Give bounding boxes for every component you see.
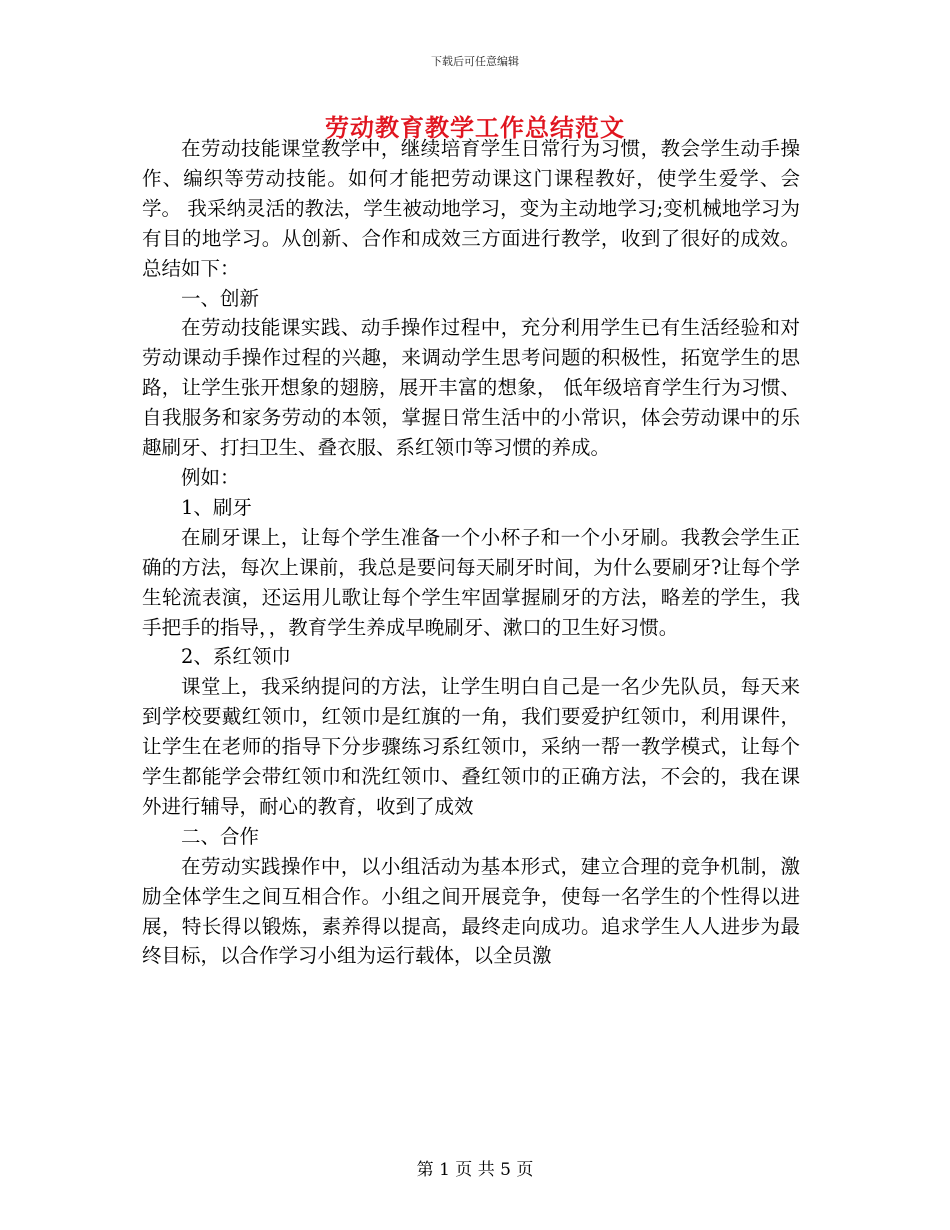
document-body	[142, 134, 800, 971]
page-header-note: 下载后可任意编辑	[431, 55, 519, 68]
subheading-brushing: 1、刷牙	[181, 495, 252, 519]
paragraph-brushing: 在刷牙课上，让每个学生准备一个小杯子和一个小牙刷。我教会学生正确的方法，每次上课前，我总是要问每天刷牙时间，为什么要刷牙?让每个学生轮流表演，还运用儿歌让每个学生牢固掌握刷牙的方法，略差的学生，我手把手的指导，，教育学生养成早晚刷牙、漱口的卫生好习惯。	[142, 525, 800, 639]
paragraph-example-label: 例如：	[181, 465, 240, 489]
section-heading-innovation: 一、创新	[181, 286, 260, 310]
paragraph-red-scarf: 课堂上，我采纳提问的方法，让学生明白自己是一名少先队员，每天来到学校要戴红领巾，红领巾是红旗的一角，我们要爱护红领巾，利用课件，让学生在老师的指导下分步骤练习系红领巾，采纳一帮一教学模式，让每个学生都能学会带红领巾和洗红领巾、叠红领巾的正确方法，不会的，我在课外进行辅导，耐心的教育，收到了成效	[142, 675, 800, 818]
document-title: 劳动教育教学工作总结范文	[325, 113, 625, 142]
page-footer-number: 第 1 页 共 5 页	[416, 1160, 534, 1180]
paragraph-intro: 在劳动技能课堂教学中，继续培育学生日常行为习惯，教会学生动手操作、编织等劳动技能。如何才能把劳动课这门课程教好，使学生爱学、会学。 我采纳灵活的教法，学生被动地学习，变为主动地学习;变机械地学习为有目的地学习。从创新、合作和成效三方面进行教学，收到了很好的成效。总结如下：	[142, 137, 800, 280]
section-heading-cooperation: 二、合作	[181, 824, 260, 848]
paragraph-cooperation: 在劳动实践操作中，以小组活动为基本形式，建立合理的竞争机制，激励全体学生之间互相合作。小组之间开展竞争，使每一名学生的个性得以进展，特长得以锻炼，素养得以提高，最终走向成功。追求学生人人进步为最终目标，以合作学习小组为运行载体，以全员激	[142, 854, 800, 968]
paragraph-innovation: 在劳动技能课实践、动手操作过程中，充分利用学生已有生活经验和对劳动课动手操作过程的兴趣，来调动学生思考问题的积极性，拓宽学生的思路，让学生张开想象的翅膀，展开丰富的想象， 低年级培育学生行为习惯、自我服务和家务劳动的本领，掌握日常生活中的小常识，体会劳动课中的乐趣刷牙、打扫卫生、叠衣服、系红领巾等习惯的养成。	[142, 316, 800, 460]
subheading-red-scarf: 2、系红领巾	[181, 645, 291, 669]
